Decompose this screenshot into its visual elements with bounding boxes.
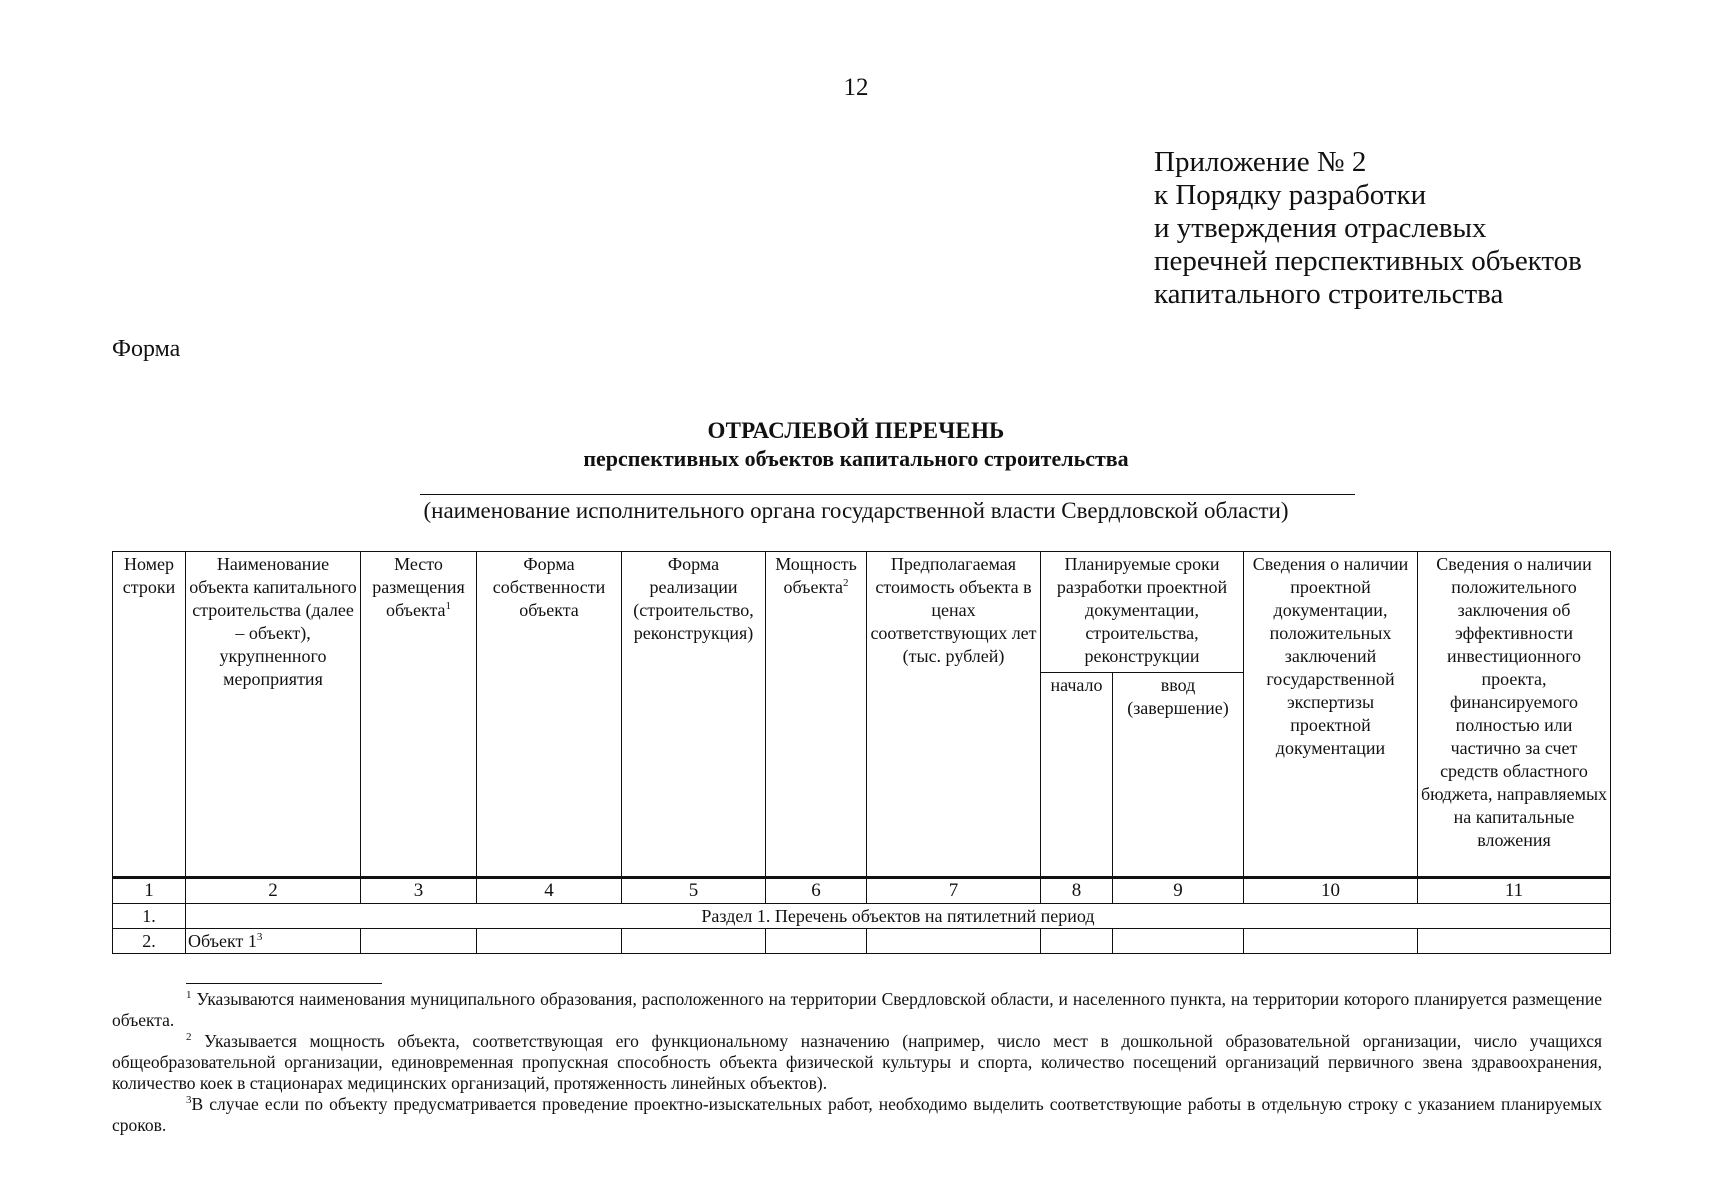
footnote: $^3$В случае если по объекту предусматривается проведение проектно-изыскательных работ, необходимо выделить соответствующие работы в отдельную строку с указанием планируемых сроков. xyxy=(112,1094,1602,1135)
appendix-line: и утверждения отраслевых xyxy=(1154,212,1487,244)
header-row-number: Номер строки xyxy=(113,552,186,878)
header-start: начало xyxy=(1041,673,1113,878)
footnote: $^1$ Указываются наименования муниципального образования, расположенного на территории Свердловской области, и населенного пункта, на территории которого планируется размещение объекта. xyxy=(112,989,1602,1030)
empty-cell xyxy=(622,929,766,954)
header-completion: ввод (завершение) xyxy=(1113,673,1244,878)
header-location: Место размещения объекта$^1$ xyxy=(361,552,477,878)
footnotes xyxy=(112,989,1602,1136)
table-row xyxy=(113,904,1611,929)
column-number: 8 xyxy=(1041,878,1113,904)
column-number: 9 xyxy=(1113,878,1244,904)
appendix-line: перечней перспективных объектов xyxy=(1154,245,1582,277)
empty-cell xyxy=(361,929,477,954)
column-number: 1 xyxy=(113,878,186,904)
page-number: 12 xyxy=(843,74,869,101)
column-number: 2 xyxy=(186,878,361,904)
row-number: 1. xyxy=(113,904,186,929)
column-number: 6 xyxy=(766,878,867,904)
objects-table xyxy=(112,551,1610,954)
header-estimated-cost: Предполагаемая стоимость объекта в ценах соответствующих лет (тыс. рублей) xyxy=(867,552,1041,878)
header-efficiency-conclusion: Сведения о наличии положительного заключения об эффективности инвестиционного проекта, финансируемого полностью или частично за счет средств областного бюджета, направляемых на капитальные вложения xyxy=(1418,552,1611,878)
header-planned-terms: Планируемые сроки разработки проектной документации, строительства, реконструкции xyxy=(1041,552,1244,673)
appendix-line: к Порядку разработки xyxy=(1154,179,1427,211)
appendix-line: Приложение № 2 xyxy=(1154,146,1367,178)
header-capacity: Мощность объекта$^2$ xyxy=(766,552,867,878)
document-title: ОТРАСЛЕВОЙ ПЕРЕЧЕНЬ xyxy=(707,418,1005,443)
column-number: 11 xyxy=(1418,878,1611,904)
document-subtitle: перспективных объектов капитального строительства xyxy=(583,446,1129,471)
organization-name-line xyxy=(420,494,1355,495)
header-object-name: Наименование объекта капитального строительства (далее – объект), укрупненного мероприятия xyxy=(186,552,361,878)
header-project-docs: Сведения о наличии проектной документации, положительных заключений государственной экспертизы проектной документации xyxy=(1244,552,1418,878)
column-number: 5 xyxy=(622,878,766,904)
header-ownership: Форма собственности объекта xyxy=(477,552,622,878)
section-title: Раздел 1. Перечень объектов на пятилетний период xyxy=(186,904,1611,929)
object-name-cell: Объект $1^3$ xyxy=(186,929,361,954)
column-number: 3 xyxy=(361,878,477,904)
footnote-separator xyxy=(186,983,382,984)
organization-caption: (наименование исполнительного органа государственной власти Свердловской области) xyxy=(423,498,1289,523)
column-number: 10 xyxy=(1244,878,1418,904)
appendix-header xyxy=(1154,146,1582,311)
empty-cell xyxy=(867,929,1041,954)
empty-cell xyxy=(1418,929,1611,954)
header-implementation: Форма реализации (строительство, реконструкция) xyxy=(622,552,766,878)
table-header-row xyxy=(113,552,1611,673)
appendix-line: капитального строительства xyxy=(1154,278,1504,310)
column-number: 4 xyxy=(477,878,622,904)
table-row xyxy=(113,929,1611,954)
row-number: 2. xyxy=(113,929,186,954)
empty-cell xyxy=(477,929,622,954)
empty-cell xyxy=(766,929,867,954)
empty-cell xyxy=(1244,929,1418,954)
column-number: 7 xyxy=(867,878,1041,904)
column-numbers-row xyxy=(113,878,1611,904)
form-label: Форма xyxy=(112,336,181,362)
empty-cell xyxy=(1041,929,1113,954)
empty-cell xyxy=(1113,929,1244,954)
footnote: $^2$ Указывается мощность объекта, соответствующая его функциональному назначению (например, число мест в дошкольной образовательной организации, число учащихся общеобразовательной организации, единовременная пропускная способность объекта физической культуры и спорта, количество посещений организаций первичного звена здравоохранения, количество коек в стационарах медицинских организаций, протяженность линейных объектов). xyxy=(112,1031,1603,1093)
